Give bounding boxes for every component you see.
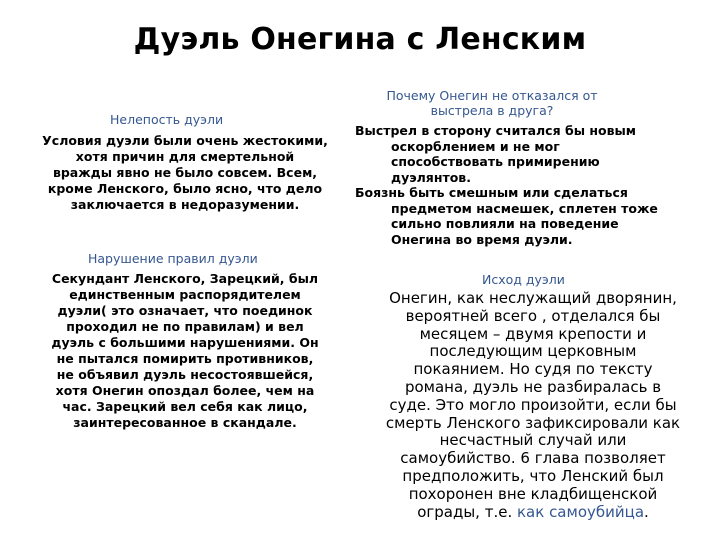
- text-line: не пытался помирить противников,: [56, 351, 314, 366]
- paragraph-rules: [20, 271, 350, 431]
- text-line: сильно повлияли на поведение: [391, 216, 619, 231]
- text-line: несчастный случай или: [439, 431, 627, 450]
- text-line: предположить, что Ленский был: [402, 466, 664, 485]
- text-line: месяцем – двумя крепости и: [419, 324, 647, 343]
- text-line: Секундант Ленского, Зарецкий, был: [51, 271, 319, 286]
- text-line: заключается в недоразумении.: [70, 197, 300, 212]
- text-line: час. Зарецкий вел себя как лицо,: [62, 399, 308, 414]
- text-fragment: .: [644, 502, 649, 521]
- text-line: заинтересованное в скандале.: [73, 415, 297, 430]
- text-line: дуэль с большими нарушениями. Он: [51, 335, 319, 350]
- text-line: способствовать примирению: [391, 154, 600, 169]
- heading-line: Почему Онегин не отказался от: [386, 88, 598, 103]
- text-line: Онегина во время дуэли.: [391, 231, 573, 247]
- heading-absurdity: Нелепость дуэли: [110, 112, 224, 127]
- text-line: проходил не по правилам) и вел: [66, 319, 304, 334]
- text-line: Условия дуэли были очень жестокими,: [42, 133, 328, 148]
- heading-line: выстрела в друга?: [430, 103, 554, 118]
- highlighted-text: как самоубийца: [516, 502, 645, 521]
- text-line: последующим церковным: [429, 342, 637, 361]
- text-line: дуэли( это означает, что поединок: [57, 303, 313, 318]
- paragraph-absurdity: [20, 133, 350, 213]
- text-line: единственным распорядителем: [69, 287, 301, 302]
- paragraph-why: [355, 123, 658, 247]
- text-line: кроме Ленского, было ясно, что дело: [47, 181, 323, 196]
- heading-rules: Нарушение правил дуэли: [88, 251, 258, 266]
- text-line: дуэлянтов.: [391, 169, 471, 185]
- text-line-last: [360, 504, 706, 522]
- text-line: хотя причин для смертельной: [75, 149, 295, 164]
- slide-title: Дуэль Онегина с Ленским: [133, 22, 587, 57]
- heading-why: [362, 88, 622, 118]
- text-fragment: ограды, т.е.: [417, 502, 517, 521]
- text-line: вероятней всего , отделался бы: [405, 306, 661, 325]
- text-line: оскорблением и не мог: [391, 138, 560, 154]
- text-line: романа, дуэль не разбиралась в: [404, 377, 662, 396]
- text-line: суде. Это могло произойти, если бы: [389, 395, 677, 414]
- text-line: Боязнь быть смешным или сделаться: [355, 185, 628, 200]
- text-line: самоубийство. 6 глава позволяет: [400, 449, 666, 468]
- text-line: предметом насмешек, сплетен тоже: [391, 200, 658, 216]
- text-line: Выстрел в сторону считался бы новым: [355, 123, 637, 138]
- heading-outcome: Исход дуэли: [482, 272, 565, 287]
- text-line: покаянием. Но судя по тексту: [413, 360, 653, 379]
- text-line: Онегин, как неслужащий дворянин,: [389, 289, 677, 307]
- text-line: не объявил дуэль несостоявшейся,: [56, 367, 314, 382]
- paragraph-outcome: [360, 290, 706, 521]
- text-line: смерть Ленского зафиксировали как: [385, 413, 681, 432]
- text-line: хотя Онегин опоздал более, чем на: [55, 383, 315, 398]
- text-line: похоронен вне кладбищенской: [408, 484, 658, 503]
- text-line: вражды явно не было совсем. Всем,: [52, 165, 318, 180]
